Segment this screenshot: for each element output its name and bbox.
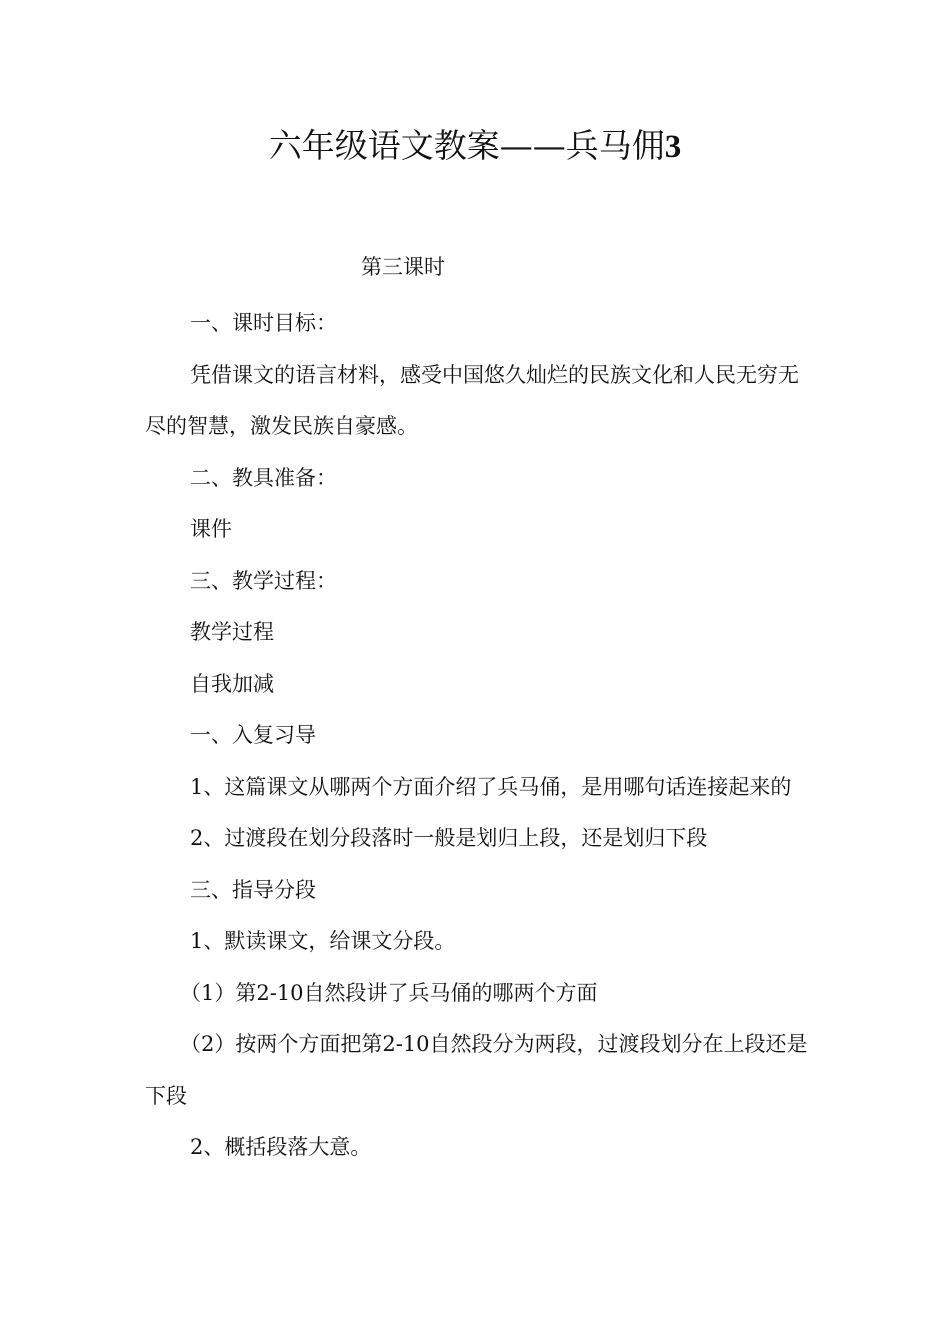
paragraph: 凭借课文的语言材料，感受中国悠久灿烂的民族文化和人民无穷无尽的智慧，激发民族自豪感。 <box>145 362 799 438</box>
paragraph: 一、入复习导 <box>190 723 316 747</box>
paragraph: 自我加减 <box>190 671 274 696</box>
paragraph: 二、教具准备： <box>190 465 337 490</box>
paragraph: 教学过程 <box>190 620 274 644</box>
paragraph: 2、过渡段在划分段落时一般是划归上段，还是划归下段 <box>190 826 708 850</box>
title-text: 六年级语文教案——兵马佣 <box>268 126 665 165</box>
paragraph: 2、概括段落大意。 <box>190 1135 372 1159</box>
paragraph: 三、指导分段 <box>190 877 316 902</box>
paragraph: 1、默读课文，给课文分段。 <box>190 929 456 953</box>
document-title <box>0 124 950 169</box>
title-number: 3 <box>664 129 682 165</box>
paragraph: 三、教学过程： <box>190 568 337 593</box>
paragraph: 一、课时目标： <box>190 311 337 335</box>
lesson-subtitle: 第三课时 <box>361 255 445 279</box>
paragraph: （1）第2-10自然段讲了兵马俑的哪两个方面 <box>180 980 598 1005</box>
paragraph: 课件 <box>190 517 232 541</box>
paragraph: （2）按两个方面把第2-10自然段分为两段，过渡段划分在上段还是下段 <box>145 1032 808 1108</box>
document-body <box>145 298 810 1174</box>
paragraph: 1、这篇课文从哪两个方面介绍了兵马俑，是用哪句话连接起来的 <box>190 774 792 799</box>
